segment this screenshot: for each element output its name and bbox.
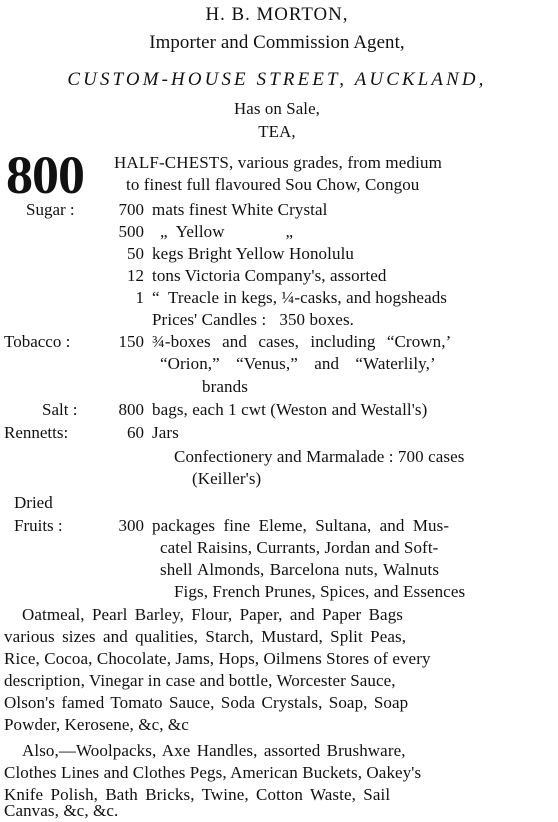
dried-fruits-line-4: Figs, French Prunes, Spices, and Essences — [174, 582, 466, 601]
dried-fruits-line-2: catel Raisins, Currants, Jordan and Soft- — [160, 538, 439, 557]
tobacco-line-1: ¾-boxes and cases, including “Crown,’ — [152, 332, 452, 351]
tobacco-line-3: brands — [202, 377, 248, 396]
tea-line-2: to finest full flavoured Sou Chow, Congou — [126, 175, 420, 194]
tobacco-line-2: “Orion,” “Venus,” and “Waterlily,’ — [160, 354, 436, 373]
sugar-item-yellow: „ Yellow „ — [160, 222, 294, 241]
also-line-2: Clothes Lines and Clothes Pegs, American Buckets, Oakey's — [4, 763, 422, 782]
tobacco-label: Tobacco : — [4, 332, 71, 351]
sugar-qty-1: 1 — [135, 288, 144, 307]
also-line-3: Knife Polish, Bath Bricks, Twine, Cotton Waste, Sail — [4, 785, 391, 804]
rennetts-label: Rennetts: — [4, 423, 69, 442]
sugar-item-victoria: tons Victoria Company's, assorted — [152, 266, 387, 285]
merchant-address: CUSTOM-HOUSE STREET, AUCKLAND, — [67, 69, 487, 90]
sugar-item-honolulu: kegs Bright Yellow Honolulu — [152, 244, 354, 263]
salt-qty: 800 — [118, 400, 144, 419]
tobacco-qty: 150 — [118, 332, 144, 351]
merchant-name: H. B. MORTON, — [205, 4, 349, 25]
on-sale-heading: Has on Sale, — [233, 99, 321, 118]
sugar-item-treacle: “ Treacle in kegs, ¼-casks, and hogsheads — [152, 288, 448, 307]
dried-fruits-line-3: shell Almonds, Barcelona nuts, Walnuts — [160, 560, 440, 579]
groceries-line-6: Powder, Kerosene, &c, &c — [4, 715, 189, 734]
dried-fruits-line-1: packages fine Eleme, Sultana, and Mus- — [152, 516, 450, 535]
groceries-line-5: Olson's famed Tomato Sauce, Soda Crystals, Soap, Soap — [4, 693, 409, 712]
salt-item: bags, each 1 cwt (Weston and Westall's) — [152, 400, 428, 419]
also-line-1: Also,—Woolpacks, Axe Handles, assorted Brushware, — [22, 741, 406, 760]
groceries-line-4: description, Vinegar in case and bottle, Worcester Sauce, — [4, 671, 396, 690]
dried-fruits-label-1: Dried — [14, 493, 53, 512]
groceries-line-1: Oatmeal, Pearl Barley, Flour, Paper, and Paper Bags — [22, 605, 404, 624]
salt-label: Salt : — [42, 400, 78, 419]
groceries-line-2: various sizes and qualities, Starch, Mustard, Split Peas, — [4, 627, 407, 646]
confectionery-line-2: (Keiller's) — [192, 469, 262, 488]
sugar-qty-500: 500 — [118, 222, 144, 241]
rennetts-item: Jars — [152, 423, 179, 442]
tea-quantity: 800 — [6, 145, 84, 205]
merchant-role: Importer and Commission Agent, — [149, 32, 405, 53]
rennetts-qty: 60 — [127, 423, 144, 442]
groceries-line-3: Rice, Cocoa, Chocolate, Jams, Hops, Oilmens Stores of every — [4, 649, 431, 668]
sugar-qty-700: 700 — [118, 200, 144, 219]
sugar-label: Sugar : — [26, 200, 75, 219]
dried-fruits-label-2: Fruits : — [14, 516, 63, 535]
also-line-4: Canvas, &c, &c. — [4, 801, 119, 820]
dried-fruits-qty: 300 — [118, 516, 144, 535]
confectionery-line-1: Confectionery and Marmalade : 700 cases — [174, 447, 465, 466]
sugar-qty-50: 50 — [127, 244, 144, 263]
tea-heading: TEA, — [258, 122, 296, 141]
tea-line-1: HALF-CHESTS, various grades, from medium — [114, 153, 443, 172]
sugar-qty-12: 12 — [127, 266, 144, 285]
sugar-item-white-crystal: mats finest White Crystal — [152, 200, 328, 219]
candles-line: Prices' Candles : 350 boxes. — [152, 310, 355, 329]
